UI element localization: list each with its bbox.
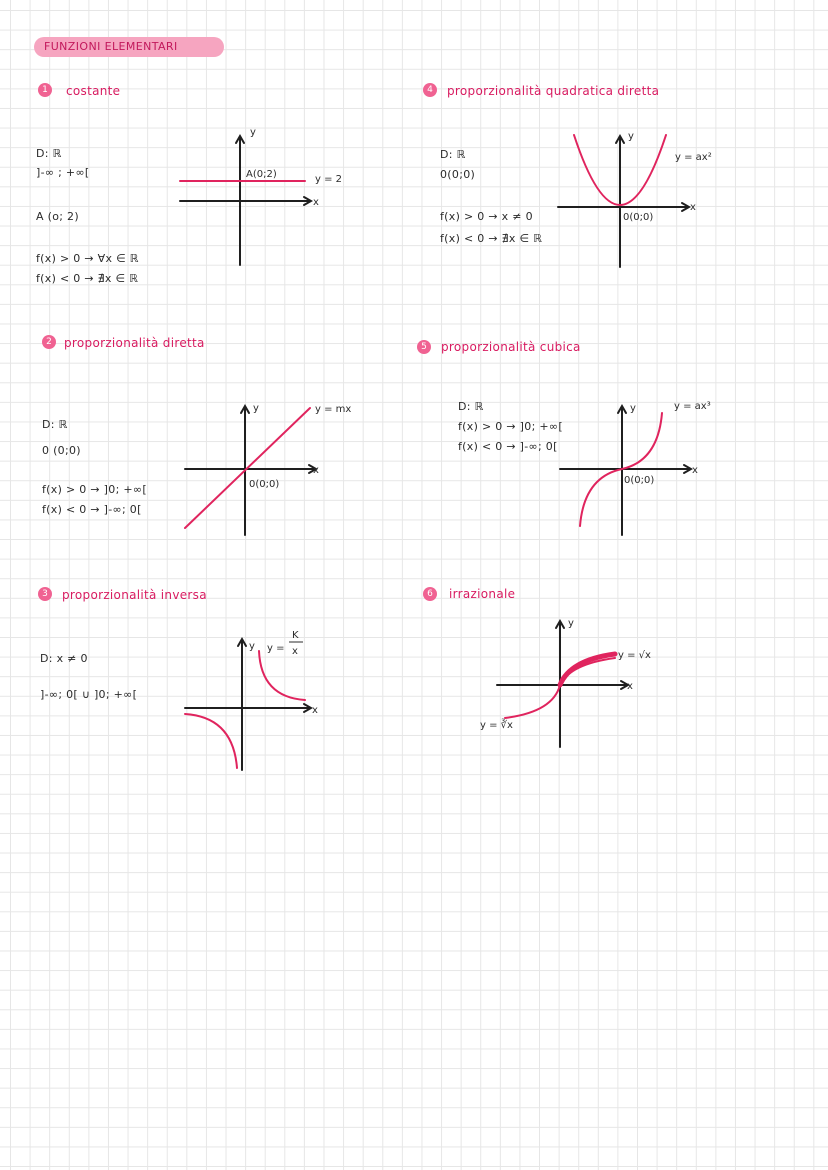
section-1-interval: ]-∞ ; +∞[ bbox=[36, 166, 90, 179]
section-2-negative: f(x) < 0 → ]-∞; 0[ bbox=[42, 503, 142, 516]
section-4-number: 4 bbox=[423, 83, 437, 97]
section-3-title: proporzionalità inversa bbox=[62, 588, 207, 602]
y-axis-label: y bbox=[630, 403, 636, 414]
page-title: FUNZIONI ELEMENTARI bbox=[34, 37, 224, 57]
x-axis-label: x bbox=[312, 705, 318, 716]
section-2-domain: D: ℝ bbox=[42, 418, 68, 431]
equation-label: y = ax³ bbox=[674, 401, 711, 412]
x-axis-label: x bbox=[313, 465, 319, 476]
irrational-graph bbox=[475, 612, 675, 752]
hyperbola-left-branch bbox=[185, 714, 237, 768]
section-2-positive: f(x) > 0 → ]0; +∞[ bbox=[42, 483, 147, 496]
section-2-title: proporzionalità diretta bbox=[64, 336, 205, 350]
section-5-title: proporzionalità cubica bbox=[441, 340, 581, 354]
sqrt-equation-label: y = √x bbox=[618, 650, 651, 661]
equation-prefix: y = bbox=[267, 643, 285, 654]
y-axis-label: y bbox=[249, 641, 255, 652]
equation-label: y = 2 bbox=[315, 174, 343, 185]
constant-function-graph bbox=[170, 125, 370, 275]
inverse-proportionality-graph bbox=[175, 625, 375, 775]
section-1-title: costante bbox=[66, 84, 121, 98]
section-5-number: 5 bbox=[417, 340, 431, 354]
x-axis-label: x bbox=[692, 465, 698, 476]
section-2-number: 2 bbox=[42, 335, 56, 349]
x-axis-label: x bbox=[313, 197, 319, 208]
section-1-negative: f(x) < 0 → ∄x ∈ ℝ bbox=[36, 272, 139, 285]
equation-label: y = mx bbox=[315, 404, 352, 415]
section-1-domain: D: ℝ bbox=[36, 147, 62, 160]
y-axis-label: y bbox=[628, 131, 634, 142]
x-axis-label: x bbox=[690, 202, 696, 213]
y-axis-label: y bbox=[250, 127, 256, 138]
equation-label: y = ax² bbox=[675, 152, 712, 163]
hyperbola-right-branch bbox=[259, 651, 305, 700]
origin-label: 0(0;0) bbox=[624, 475, 655, 486]
section-3-number: 3 bbox=[38, 587, 52, 601]
x-axis-label: x bbox=[627, 681, 633, 692]
equation-numerator: K bbox=[292, 630, 299, 641]
section-1-point: A (o; 2) bbox=[36, 210, 79, 223]
equation-denominator: x bbox=[292, 646, 298, 657]
origin-label: 0(0;0) bbox=[623, 212, 654, 223]
section-4-domain: D: ℝ bbox=[440, 148, 466, 161]
section-1-positive: f(x) > 0 → ∀x ∈ ℝ bbox=[36, 252, 139, 265]
direct-proportionality-graph bbox=[175, 395, 375, 540]
cubic-graph bbox=[552, 395, 752, 540]
section-5-negative: f(x) < 0 → ]-∞; 0[ bbox=[458, 440, 558, 453]
section-4-positive: f(x) > 0 → x ≠ 0 bbox=[440, 210, 533, 223]
point-label: A(0;2) bbox=[246, 169, 277, 180]
section-2-origin: 0 (0;0) bbox=[42, 444, 81, 457]
section-4-title: proporzionalità quadratica diretta bbox=[447, 84, 660, 98]
section-6-title: irrazionale bbox=[449, 587, 516, 601]
y-axis-label: y bbox=[253, 403, 259, 414]
section-5-domain: D: ℝ bbox=[458, 400, 484, 413]
section-4-origin: 0(0;0) bbox=[440, 168, 476, 181]
section-3-interval: ]-∞; 0[ ∪ ]0; +∞[ bbox=[40, 688, 138, 701]
section-5-positive: f(x) > 0 → ]0; +∞[ bbox=[458, 420, 563, 433]
cbrt-equation-label: y = ∛x bbox=[480, 720, 513, 731]
y-axis-label: y bbox=[568, 618, 574, 629]
section-3-domain: D: x ≠ 0 bbox=[40, 652, 88, 665]
quadratic-graph bbox=[550, 125, 750, 275]
section-6-number: 6 bbox=[423, 587, 437, 601]
section-1-number: 1 bbox=[38, 83, 52, 97]
origin-label: 0(0;0) bbox=[249, 479, 280, 490]
section-4-negative: f(x) < 0 → ∄x ∈ ℝ bbox=[440, 232, 543, 245]
